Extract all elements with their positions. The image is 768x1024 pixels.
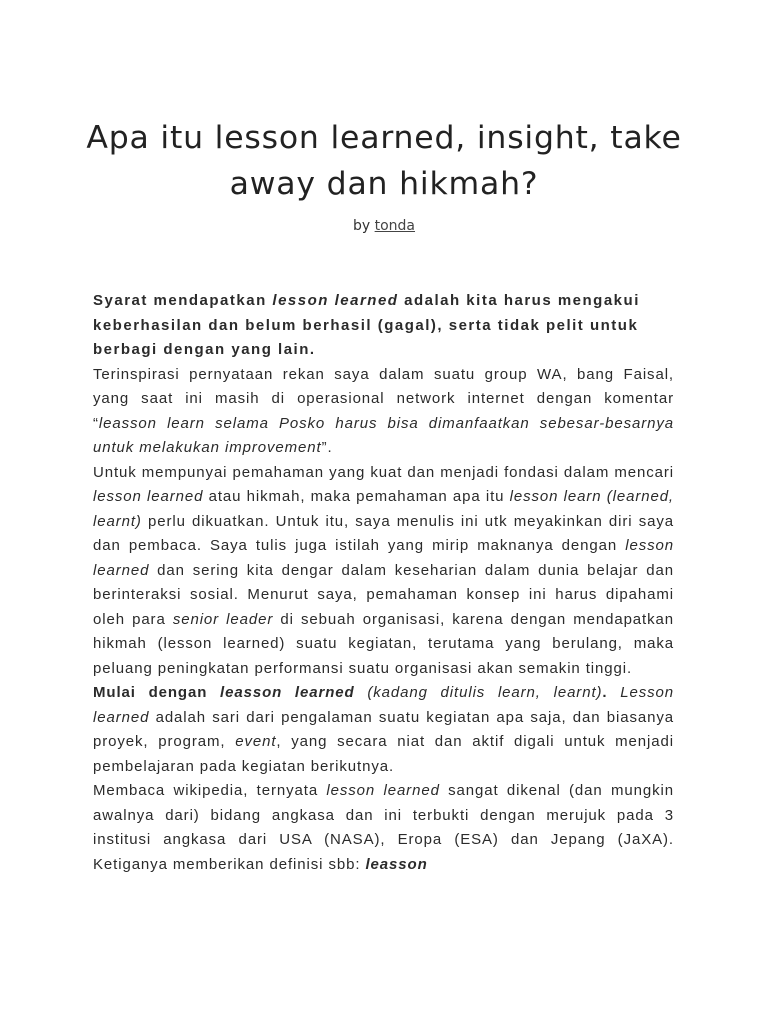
p2-term-2: lesson learn (learned, learnt) [93, 488, 675, 530]
lead-text-1: Syarat mendapatkan [93, 292, 273, 309]
p2-text-2: atau hikmah, maka pemahaman apa itu [203, 488, 510, 505]
author-link[interactable]: tonda [374, 218, 416, 234]
p3-aside: (kadang ditulis learn, learnt) [354, 684, 603, 701]
article-body [93, 289, 674, 877]
article-title: Apa itu lesson learned, insight, take away dan hikmah? [86, 120, 682, 202]
p2-text-5: di sebuah organisasi, karena dengan mendapatkan hikmah (lesson learned) suatu kegiatan, terutama yang berulang, maka peluang peningkatan performansi suatu organisasi akan semakin tinggi. [93, 610, 675, 677]
p3-text-2: , yang secara niat dan aktif digali untuk menjadi pembelajaran pada kegiatan berikutnya. [93, 733, 674, 775]
p4-bold-term: leasson [365, 855, 428, 873]
paragraph-wikipedia [93, 779, 674, 877]
lead-paragraph [93, 289, 674, 363]
byline-prefix: by [352, 218, 371, 234]
p3-bold-1: Mulai dengan [93, 684, 221, 701]
p3-term-event: event [235, 733, 277, 750]
p1-quote: leasson learn selama Posko harus bisa dimanfaatkan sebesar-besarnya untuk melakukan improvement [93, 414, 674, 456]
p3-bold-term: leasson learned [220, 684, 355, 701]
p4-term-1: lesson learned [326, 782, 440, 799]
p3-term-1: Lesson learned [93, 684, 675, 726]
p1-text-1: Terinspirasi pernyataan rekan saya dalam suatu group WA, bang Faisal, yang saat ini masih di operasional network internet dengan komentar “ [93, 365, 674, 432]
byline [0, 217, 768, 235]
lead-term-lesson-learned: lesson learned [272, 292, 399, 309]
p3-text-1: adalah sari dari pengalaman suatu kegiatan apa saja, dan biasanya proyek, program, [93, 708, 674, 750]
p1-text-2: ”. [321, 439, 333, 456]
p4-text-1: Membaca wikipedia, ternyata [93, 782, 327, 799]
p2-text-3: perlu dikuatkan. Untuk itu, saya menulis ini utk meyakinkan diri saya dan pembaca. Saya tulis juga istilah yang mirip maknanya dengan [93, 512, 674, 554]
p3-bold-period: . [602, 684, 621, 701]
p2-term-3: lesson learned [93, 537, 674, 579]
p2-text-1: Untuk mempunyai pemahaman yang kuat dan menjadi fondasi dalam mencari [93, 463, 674, 481]
p2-term-4: senior leader [172, 610, 274, 628]
p4-text-2: sangat dikenal (dan mungkin awalnya dari) bidang angkasa dan ini terbukti dengan merujuk pada 3 institusi angkasa dari USA (NASA), Eropa (ESA) dan Jepang (JaXA). Ketiganya memberikan definisi sbb: [93, 782, 674, 873]
paragraph-definition [93, 681, 674, 779]
p2-term-1: lesson learned [93, 488, 204, 505]
paragraph-understanding [93, 461, 674, 682]
lead-text-2: adalah kita harus mengakui keberhasilan dan belum berhasil (gagal), serta tidak pelit untuk berbagi dengan yang lain. [93, 292, 640, 358]
p2-text-4: dan sering kita dengar dalam keseharian dalam dunia belajar dan berinteraksi sosial. Menurut saya, pemahaman konsep ini harus dipahami oleh para [93, 561, 674, 628]
paragraph-inspiration [93, 363, 674, 461]
